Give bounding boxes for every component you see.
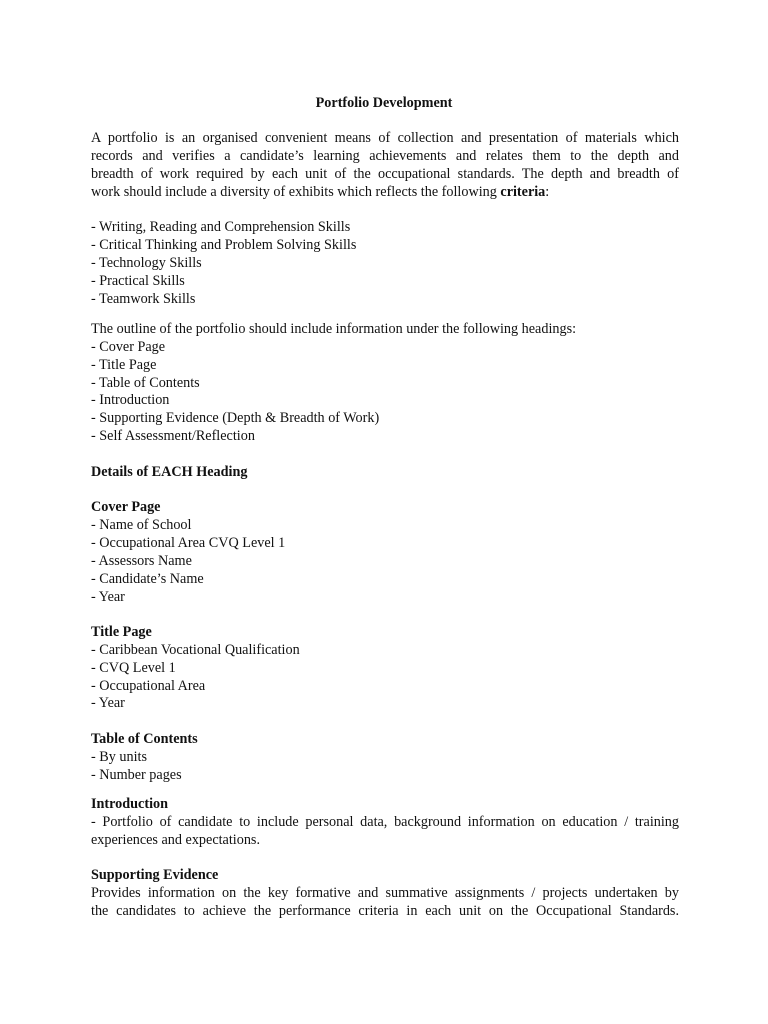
list-item: - Self Assessment/Reflection <box>91 428 255 444</box>
list-item: - Critical Thinking and Problem Solving Skills <box>91 237 357 253</box>
details-heading: Details of EACH Heading <box>91 464 248 480</box>
list-item: - Supporting Evidence (Depth & Breadth of Work) <box>91 410 380 426</box>
section-heading: Table of Contents <box>91 731 198 747</box>
list-item: - Occupational Area <box>91 678 206 694</box>
section-heading: Cover Page <box>91 499 161 515</box>
list-item: - Caribbean Vocational Qualification <box>91 642 300 658</box>
criteria-emphasis: criteria <box>500 184 546 200</box>
list-item: - By units <box>91 749 147 765</box>
intro-line-1: A portfolio is an organised convenient means of collection and presentation of materials which <box>91 130 679 146</box>
list-item: - Title Page <box>91 357 157 373</box>
intro-line-4-suffix: : <box>545 184 550 200</box>
list-item: - Table of Contents <box>91 375 200 391</box>
list-item: - Number pages <box>91 767 182 783</box>
list-item: - Assessors Name <box>91 553 192 569</box>
supporting-evidence-line-1: Provides information on the key formative and summative assignments / projects undertaken by <box>91 885 679 901</box>
list-item: - Candidate’s Name <box>91 571 204 587</box>
outline-intro: The outline of the portfolio should include information under the following headings: <box>91 321 577 337</box>
intro-line-4 <box>91 183 549 201</box>
list-item: - Practical Skills <box>91 273 185 289</box>
list-item: - Teamwork Skills <box>91 291 196 307</box>
supporting-evidence-line-2: the candidates to achieve the performance criteria in each unit on the Occupational Standards. <box>91 903 679 919</box>
list-item: - Introduction <box>91 392 170 408</box>
intro-line-4-text: work should include a diversity of exhibits which reflects the following <box>91 184 501 200</box>
list-item: - Year <box>91 589 125 605</box>
list-item: - Technology Skills <box>91 255 202 271</box>
introduction-line-2: experiences and expectations. <box>91 832 260 848</box>
document-title: Portfolio Development <box>315 95 453 111</box>
section-heading: Introduction <box>91 796 168 812</box>
introduction-line-1: - Portfolio of candidate to include personal data, background information on education / training <box>91 814 679 830</box>
intro-line-2: records and verifies a candidate’s learning achievements and relates them to the depth and <box>91 148 679 164</box>
list-item: - Year <box>91 695 125 711</box>
intro-line-3: breadth of work required by each unit of the occupational standards. The depth and breadth of <box>91 166 679 182</box>
list-item: - Cover Page <box>91 339 166 355</box>
list-item: - Occupational Area CVQ Level 1 <box>91 535 286 551</box>
section-heading: Supporting Evidence <box>91 867 219 883</box>
section-heading: Title Page <box>91 624 152 640</box>
list-item: - Writing, Reading and Comprehension Skills <box>91 219 351 235</box>
list-item: - CVQ Level 1 <box>91 660 176 676</box>
list-item: - Name of School <box>91 517 192 533</box>
